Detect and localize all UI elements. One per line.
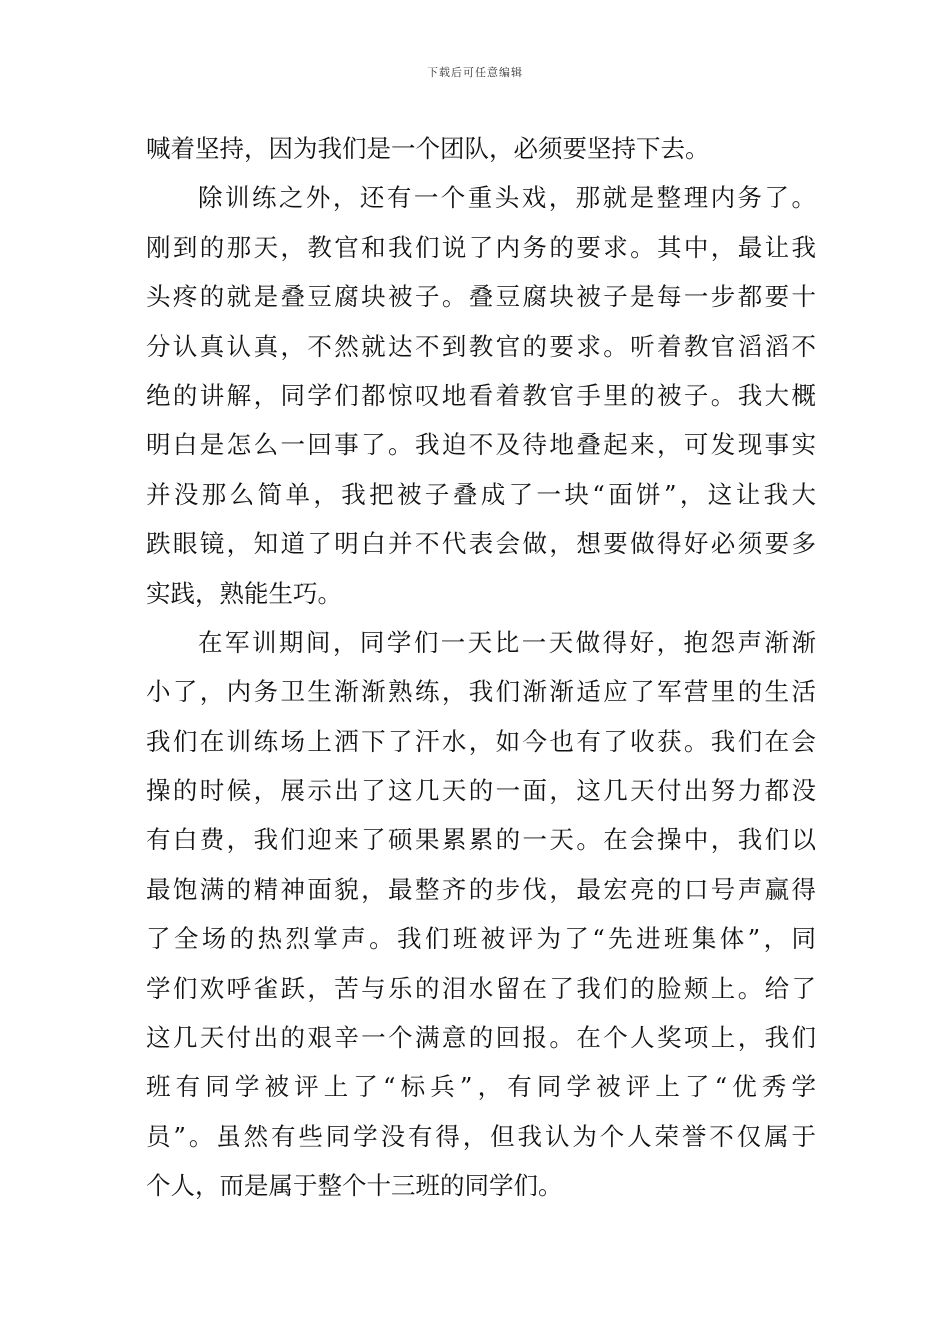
text-line: 个人，而是属于整个十三班的同学们。 (146, 1171, 563, 1201)
text-line: 实践，熟能生巧。 (146, 578, 342, 608)
document-body (146, 124, 816, 1211)
text-line: 最饱满的精神面貌，最整齐的步伐，最宏亮的口号声赢得 (146, 874, 816, 904)
text-line: 除训练之外，还有一个重头戏，那就是整理内务了。 (198, 183, 816, 213)
text-line: 分认真认真，不然就达不到教官的要求。听着教官滔滔不 (146, 331, 816, 361)
text-line: 绝的讲解，同学们都惊叹地看着教官手里的被子。我大概 (146, 380, 816, 410)
text-line: 有白费，我们迎来了硕果累累的一天。在会操中，我们以 (146, 825, 816, 855)
text-line: 员”。虽然有些同学没有得，但我认为个人荣誉不仅属于 (146, 1121, 816, 1151)
text-line: 头疼的就是叠豆腐块被子。叠豆腐块被子是每一步都要十 (146, 282, 816, 312)
text-line: 刚到的那天，教官和我们说了内务的要求。其中，最让我 (146, 232, 816, 262)
text-line: 班有同学被评上了“标兵”，有同学被评上了“优秀学 (146, 1072, 816, 1102)
text-line: 在军训期间，同学们一天比一天做得好，抱怨声渐渐 (198, 627, 816, 657)
text-line: 明白是怎么一回事了。我迫不及待地叠起来，可发现事实 (146, 430, 816, 460)
text-line: 这几天付出的艰辛一个满意的回报。在个人奖项上，我们 (146, 1023, 816, 1053)
text-line: 了全场的热烈掌声。我们班被评为了“先进班集体”，同 (146, 924, 816, 954)
text-line: 学们欢呼雀跃，苦与乐的泪水留在了我们的脸颊上。给了 (146, 973, 816, 1003)
text-line: 小了，内务卫生渐渐熟练，我们渐渐适应了军营里的生活 (146, 677, 816, 707)
text-line: 喊着坚持，因为我们是一个团队，必须要坚持下去。 (146, 134, 710, 163)
text-line: 跌眼镜，知道了明白并不代表会做，想要做得好必须要多 (146, 529, 816, 559)
page-header: 下载后可任意编辑 (427, 66, 523, 79)
text-line: 我们在训练场上洒下了汗水，如今也有了收获。我们在会 (146, 726, 816, 756)
text-line: 并没那么简单，我把被子叠成了一块“面饼”，这让我大 (146, 479, 816, 509)
text-line: 操的时候，展示出了这几天的一面，这几天付出努力都没 (146, 776, 816, 806)
